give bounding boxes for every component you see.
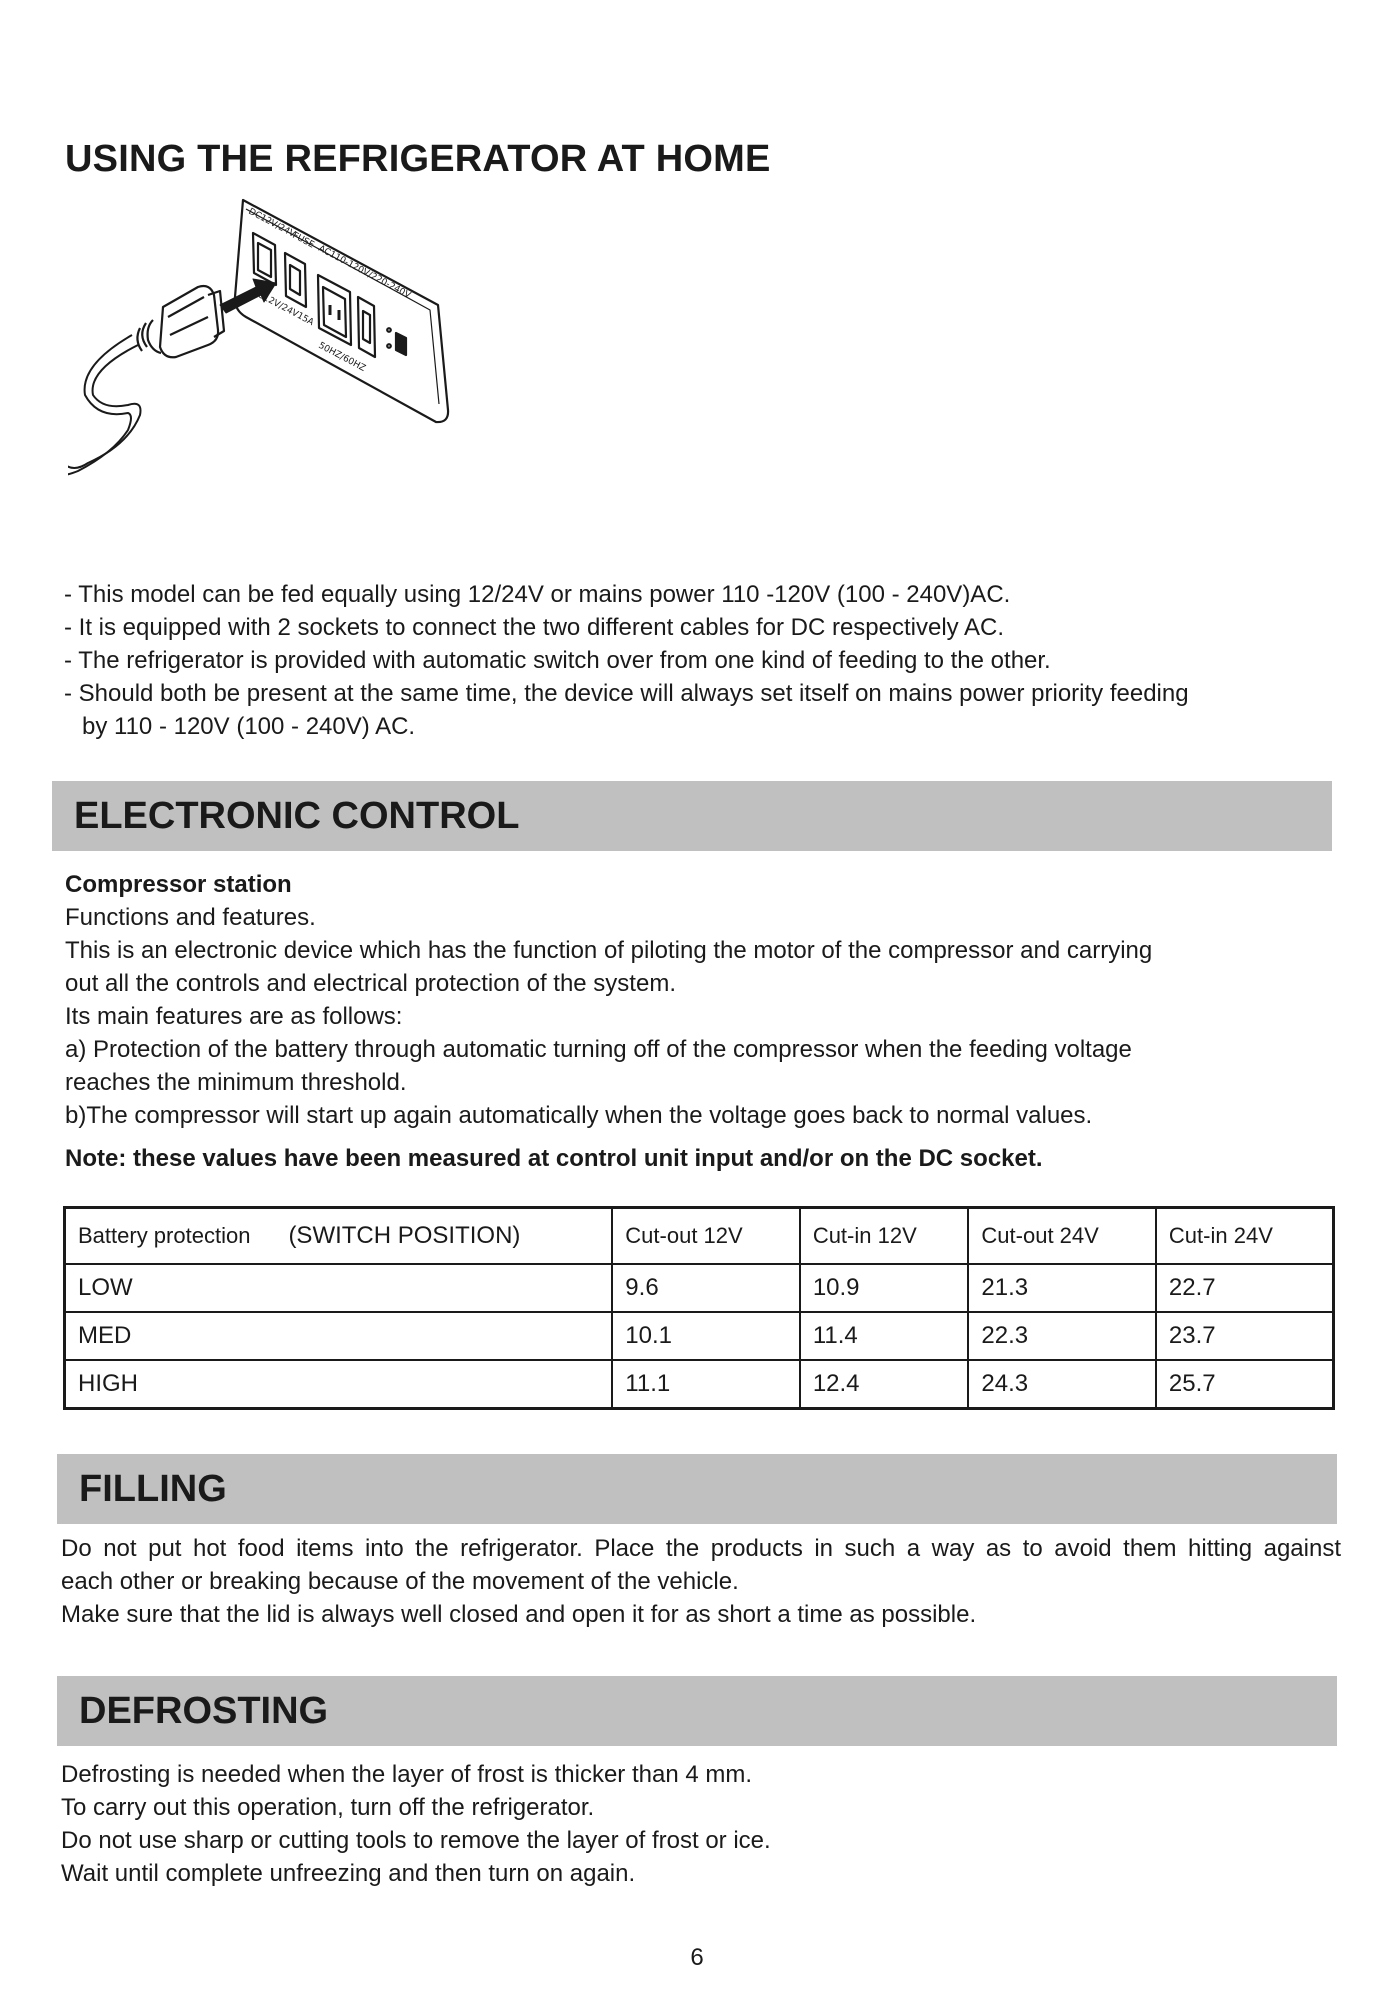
row-position: LOW — [65, 1264, 613, 1312]
measurement-note: Note: these values have been measured at control unit input and/or on the DC socket. — [65, 1145, 1043, 1172]
power-cable — [68, 345, 141, 468]
header-cell: Cut-out 24V — [968, 1208, 1156, 1265]
power-plug — [160, 286, 218, 357]
table-cell: 24.3 — [968, 1360, 1156, 1409]
home-usage-bullets — [64, 578, 1334, 743]
bullet-continuation: by 110 - 120V (100 - 240V) AC. — [82, 713, 416, 740]
bullet-item: - It is equipped with 2 sockets to connect the two different cables for DC respectively AC. — [64, 614, 1005, 641]
text-line: reaches the minimum threshold. — [65, 1069, 407, 1096]
text-line: a) Protection of the battery through automatic turning off of the compressor when the feeding voltage — [65, 1036, 1132, 1063]
text-line: each other or breaking because of the movement of the vehicle. — [61, 1568, 739, 1595]
dc-socket-label: DC12V/24V — [246, 206, 297, 240]
text-line: out all the controls and electrical protection of the system. — [65, 970, 676, 997]
socket-panel-outline — [235, 200, 448, 422]
bullet-item: - This model can be fed equally using 12/24V or mains power 110 -120V (100 - 240V)AC. — [64, 581, 1011, 608]
text-line: Wait until complete unfreezing and then turn on again. — [61, 1860, 636, 1887]
ac-socket-label: AC110-120V/220-240V — [316, 243, 413, 301]
battery-protection-table — [63, 1206, 1335, 1410]
text-line: Do not put hot food items into the refrigerator. Place the products in such a way as to avoid them hitting against — [61, 1535, 1341, 1562]
power-socket-illustration — [68, 195, 468, 570]
text-line: To carry out this operation, turn off the refrigerator. — [61, 1794, 595, 1821]
table-row — [65, 1264, 1334, 1312]
subheading: Compressor station — [65, 871, 292, 898]
header-cell — [65, 1208, 613, 1265]
fuse-rating-label: DC12V/24V15A — [249, 286, 316, 329]
table-cell: 10.9 — [800, 1264, 969, 1312]
text-line: Defrosting is needed when the layer of frost is thicker than 4 mm. — [61, 1761, 752, 1788]
electronic-control-text — [65, 868, 1335, 1132]
table-cell: 21.3 — [968, 1264, 1156, 1312]
header-cell: Cut-out 12V — [612, 1208, 800, 1265]
section-band-filling — [57, 1454, 1337, 1524]
table-cell: 10.1 — [612, 1312, 800, 1360]
table-cell: 11.4 — [800, 1312, 969, 1360]
header-cell: Cut-in 24V — [1156, 1208, 1334, 1265]
text-line: b)The compressor will start up again automatically when the voltage goes back to normal values. — [65, 1102, 1093, 1129]
table-header-row — [65, 1208, 1334, 1265]
table-row — [65, 1312, 1334, 1360]
page-title: USING THE REFRIGERATOR AT HOME — [65, 138, 771, 180]
header-label: Battery protection — [78, 1223, 251, 1248]
bullet-item: - The refrigerator is provided with automatic switch over from one kind of feeding to the other. — [64, 647, 1051, 674]
header-cell: Cut-in 12V — [800, 1208, 969, 1265]
text-line: Make sure that the lid is always well closed and open it for as short a time as possible. — [61, 1601, 977, 1628]
table-cell: 25.7 — [1156, 1360, 1334, 1409]
text-line: This is an electronic device which has the function of piloting the motor of the compressor and carrying — [65, 937, 1153, 964]
section-band-defrosting — [57, 1676, 1337, 1746]
section-heading: DEFROSTING — [79, 1690, 329, 1732]
table-cell: 23.7 — [1156, 1312, 1334, 1360]
bullet-item: - Should both be present at the same time, the device will always set itself on mains power priority feeding — [64, 680, 1189, 707]
table-cell: 12.4 — [800, 1360, 969, 1409]
filling-text — [61, 1532, 1341, 1631]
frequency-label: 50HZ/60HZ — [316, 340, 368, 374]
table-cell: 22.3 — [968, 1312, 1156, 1360]
section-band-electronic-control — [52, 781, 1332, 851]
header-switch-position: (SWITCH POSITION) — [288, 1222, 521, 1249]
table-row — [65, 1360, 1334, 1409]
row-position: MED — [65, 1312, 613, 1360]
section-heading: ELECTRONIC CONTROL — [74, 795, 520, 837]
fuse-label: FUSE — [290, 230, 316, 251]
table-cell: 11.1 — [612, 1360, 800, 1409]
defrosting-text — [61, 1758, 771, 1890]
table-cell: 9.6 — [612, 1264, 800, 1312]
section-heading: FILLING — [79, 1468, 227, 1510]
text-line: Its main features are as follows: — [65, 1003, 403, 1030]
row-position: HIGH — [65, 1360, 613, 1409]
page-number: 6 — [690, 1944, 704, 1971]
text-line: Do not use sharp or cutting tools to remove the layer of frost or ice. — [61, 1827, 771, 1854]
text-line: Functions and features. — [65, 904, 316, 931]
table-cell: 22.7 — [1156, 1264, 1334, 1312]
